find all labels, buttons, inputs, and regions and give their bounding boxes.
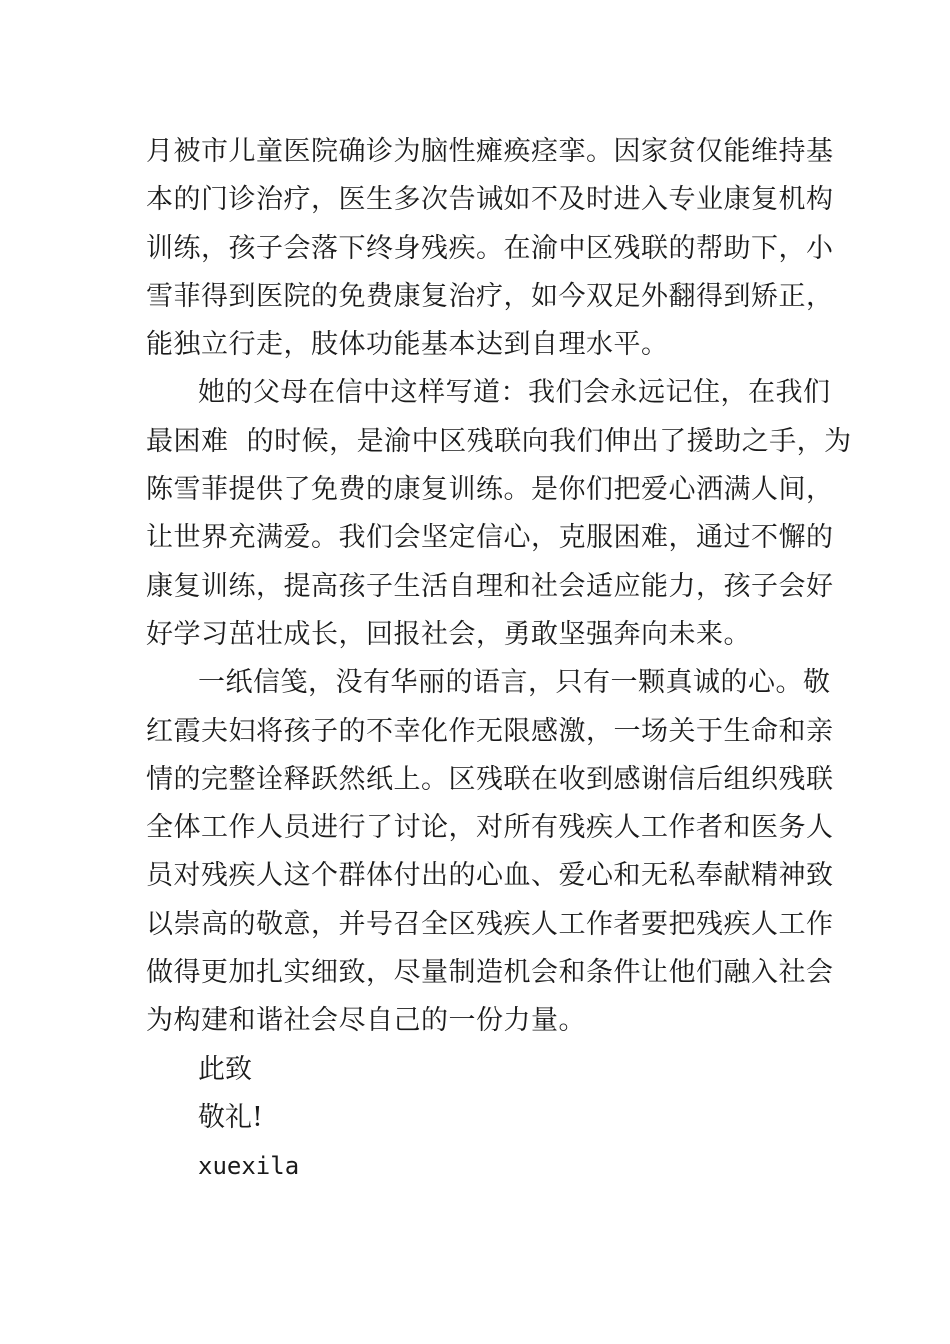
text-line: 为构建和谐社会尽自己的一份力量。	[146, 1005, 586, 1037]
text-line: 员对残疾人这个群体付出的心血、爱心和无私奉献精神致	[146, 860, 834, 892]
text-line: 陈雪菲提供了免费的康复训练。是你们把爱心洒满人间，	[146, 474, 834, 506]
text-line: 康复训练，提高孩子生活自理和社会适应能力，孩子会好	[146, 570, 834, 602]
paragraph-3	[146, 659, 834, 1045]
text-line: 让世界充满爱。我们会坚定信心，克服困难，通过不懈的	[146, 522, 834, 554]
text-line: 情的完整诠释跃然纸上。区残联在收到感谢信后组织残联	[146, 763, 834, 795]
text-line: 最困难 的时候，是渝中区残联向我们伸出了援助之手，为	[146, 425, 852, 457]
text-line: 能独立行走，肢体功能基本达到自理水平。	[146, 329, 669, 361]
text-line: 好学习茁壮成长，回报社会，勇敢坚强奔向未来。	[146, 618, 751, 650]
text-line: 训练，孩子会落下终身残疾。在渝中区残联的帮助下，小	[146, 232, 834, 264]
text-line: 月被市儿童医院确诊为脑性瘫痪痉挛。因家贫仅能维持基	[146, 136, 834, 167]
text-line: 本的门诊治疗，医生多次告诫如不及时进入专业康复机构	[146, 184, 834, 216]
text-line: 红霞夫妇将孩子的不幸化作无限感激，一场关于生命和亲	[146, 715, 834, 747]
paragraph-2	[146, 369, 852, 659]
text-line: 以崇高的敬意，并号召全区残疾人工作者要把残疾人工作	[146, 908, 834, 940]
salutation-cizhi: 此致	[198, 1053, 252, 1085]
text-line: 全体工作人员进行了讨论，对所有残疾人工作者和医务人	[146, 812, 834, 844]
paragraph-1	[146, 128, 834, 369]
text-line: 她的父母在信中这样写道：我们会永远记住，在我们	[198, 377, 831, 409]
letter-closing	[146, 1046, 816, 1191]
salutation-jingli: 敬礼!	[198, 1101, 263, 1133]
letter-body	[146, 128, 852, 1191]
text-line: 雪菲得到医院的免费康复治疗，如今双足外翻得到矫正，	[146, 280, 834, 312]
text-line: 做得更加扎实细致，尽量制造机会和条件让他们融入社会	[146, 957, 834, 989]
text-line: 一纸信笺，没有华丽的语言，只有一颗真诚的心。敬	[198, 667, 831, 699]
signature: xuexila	[198, 1152, 300, 1181]
